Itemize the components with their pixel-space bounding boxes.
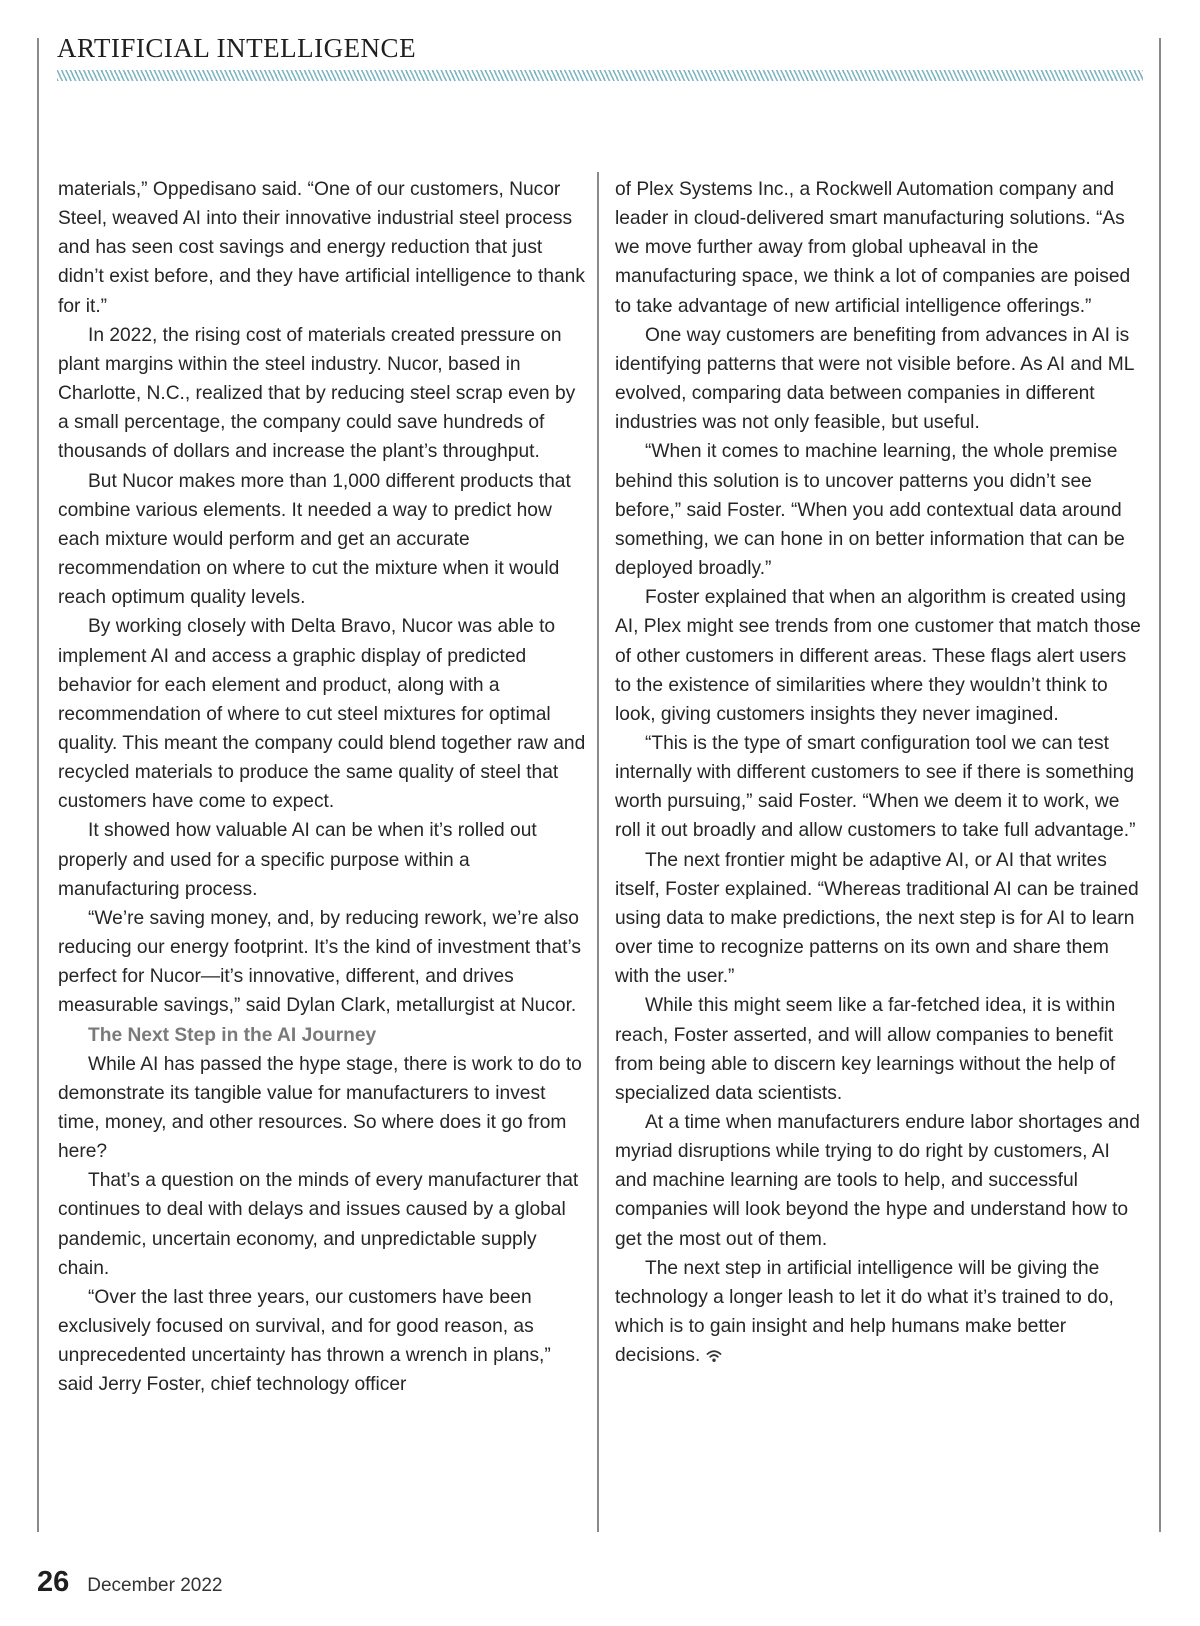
section-subhead: The Next Step in the AI Journey xyxy=(88,1024,377,1046)
paragraph: While AI has passed the hype stage, there is work to do to demonstrate its tangible value for manufacturers to invest time, money, and other resources. So where does it go from here? xyxy=(58,1053,582,1163)
paragraph: “When it comes to machine learning, the whole premise behind this solution is to uncover patterns you didn’t see before,” said Foster. “When you add contextual data around something, we can hone in on better information that can be deployed broadly.” xyxy=(615,441,1125,580)
paragraph: of Plex Systems Inc., a Rockwell Automation company and leader in cloud-delivered smart manufacturing solutions. “As we move further away from global upheaval in the manufacturing space, we think a lot of companies are poised to take advantage of new artificial intelligence offerings.” xyxy=(615,179,1131,317)
issue-date: December 2022 xyxy=(87,1575,223,1596)
left-column xyxy=(58,175,590,1400)
paragraph: While this might seem like a far-fetched idea, it is within reach, Foster asserted, and will allow companies to benefit from being able to discern key learnings without the help of specialized data scientists. xyxy=(615,995,1116,1104)
paragraph: “This is the type of smart configuration tool we can test internally with different customers to see if there is something worth pursuing,” said Foster. “When we deem it to work, we roll it out broadly and allow customers to take full advantage.” xyxy=(615,732,1136,842)
paragraph: By working closely with Delta Bravo, Nucor was able to implement AI and access a graphic display of predicted behavior for each element and product, along with a recommendation of where to cut steel mixtures for optimal quality. This meant the company could blend together raw and recycled materials to produce the same quality of steel that customers have come to expect. xyxy=(58,616,586,813)
paragraph: “Over the last three years, our customers have been exclusively focused on survival, and for good reason, as unprecedented uncertainty has thrown a wrench in plans,” said Jerry Foster, chief technology officer xyxy=(58,1286,551,1396)
right-margin-rule xyxy=(1159,38,1161,1532)
paragraph: One way customers are benefiting from advances in AI is identifying patterns that were not visible before. As AI and ML evolved, comparing data between companies in different industries was not only feasible, but useful. xyxy=(615,324,1134,434)
left-margin-rule xyxy=(37,38,39,1532)
paragraph: It showed how valuable AI can be when it’s rolled out properly and used for a specific purpose within a manufacturing process. xyxy=(58,820,537,900)
column-divider-rule xyxy=(597,172,599,1532)
paragraph: “We’re saving money, and, by reducing rework, we’re also reducing our energy footprint. It’s the kind of investment that’s perfect for Nucor—it’s innovative, different, and drives measurable savings,” said Dylan Clark, metallurgist at Nucor. xyxy=(58,907,581,1017)
paragraph-final-text: The next step in artificial intelligence will be giving the technology a longer leash to let it do what it’s trained to do, which is to gain insight and help humans make better decisions. xyxy=(615,1257,1114,1367)
header-hatch-bar xyxy=(57,70,1143,81)
paragraph: Foster explained that when an algorithm is created using AI, Plex might see trends from one customer that match those of other customers in different areas. These flags alert users to the existence of similarities where they wouldn’t think to look, giving customers insights they never imagined. xyxy=(615,587,1141,725)
paragraph: That’s a question on the minds of every manufacturer that continues to deal with delays and issues caused by a global pandemic, uncertain economy, and unpredictable supply chain. xyxy=(58,1170,579,1279)
right-column xyxy=(615,175,1145,1370)
page-header xyxy=(57,30,1143,81)
paragraph: In 2022, the rising cost of materials created pressure on plant margins within the steel industry. Nucor, based in Charlotte, N.C., realized that by reducing steel scrap even by a small percentage, the company could save hundreds of thousands of dollars and increase the plant’s throughput. xyxy=(58,324,576,463)
page-footer xyxy=(37,1566,222,1599)
section-title: ARTIFICIAL INTELLIGENCE xyxy=(57,33,417,63)
paragraph-final xyxy=(615,1254,1145,1371)
paragraph: At a time when manufacturers endure labor shortages and myriad disruptions while trying to do right by customers, AI and machine learning are tools to help, and successful companies will look beyond the hype and understand how to get the most out of them. xyxy=(615,1112,1140,1250)
paragraph: materials,” Oppedisano said. “One of our customers, Nucor Steel, weaved AI into their innovative industrial steel process and has seen cost savings and energy reduction that just didn’t exist before, and they have artificial intelligence to thank for it.” xyxy=(58,179,585,317)
page-number: 26 xyxy=(37,1566,70,1598)
paragraph: The next frontier might be adaptive AI, or AI that writes itself, Foster explained. “Whereas traditional AI can be trained using data to make predictions, the next step is for AI to learn over time to recognize patterns on its own and share them with the user.” xyxy=(615,849,1139,988)
paragraph: But Nucor makes more than 1,000 different products that combine various elements. It needed a way to predict how each mixture would perform and get an accurate recommendation on where to cut the mixture when it would reach optimum quality levels. xyxy=(58,470,571,609)
wifi-end-mark-icon xyxy=(706,1349,722,1363)
